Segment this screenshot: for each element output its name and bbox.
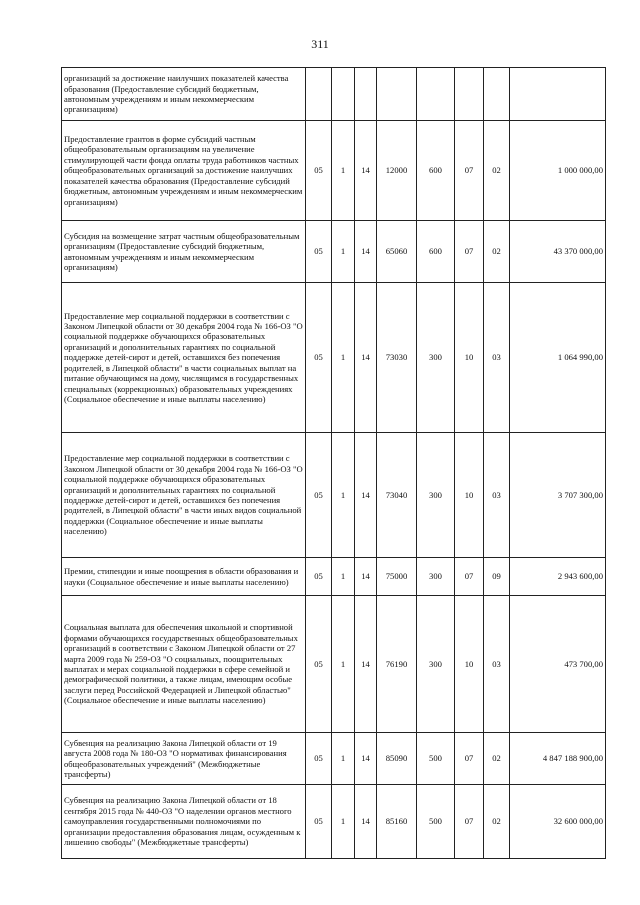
code-subprogram: 1: [332, 283, 355, 433]
code-direction: 75000: [377, 558, 417, 596]
row-description: Субсидия на возмещение затрат частным общеобразовательным организациям (Предоставление субсидий бюджетным, автономным учреждениям и иным некоммерческим организациям): [62, 221, 306, 283]
code-activity: 14: [355, 283, 377, 433]
code-subsection: 03: [484, 283, 510, 433]
code-subprogram: 1: [332, 221, 355, 283]
code-subsection: 02: [484, 221, 510, 283]
code-program: 05: [306, 283, 332, 433]
amount: 4 847 188 900,00: [510, 733, 606, 785]
code-subprogram: 1: [332, 558, 355, 596]
row-description: Субвенция на реализацию Закона Липецкой области от 18 сентября 2015 года № 440-ОЗ "О наделении органов местного самоуправления государственными полномочиями по организации предоставления образования лицам, осужденным к лишению свободы" (Межбюджетные трансферты): [62, 785, 306, 859]
code-section: [455, 68, 484, 121]
code-subsection: 02: [484, 733, 510, 785]
code-activity: [355, 68, 377, 121]
page-number: 311: [311, 37, 329, 51]
row-description: Социальная выплата для обеспечения школьной и спортивной формами обучающихся государственных общеобразовательных организаций в соответствии с Законом Липецкой области от 27 марта 2009 года № 259-ОЗ "О социальных, поощрительных выплатах и мерах социальной поддержки в сфере семейной и демографической политики, а также лицам, имеющим особые заслуги перед Российской Федерацией и Липецкой областью" (Социальное обеспечение и иные выплаты населению): [62, 596, 306, 733]
row-description: Предоставление мер социальной поддержки в соответствии с Законом Липецкой области от 30 декабря 2004 года № 166-ОЗ "О социальной поддержке обучающихся образовательных организаций и дополнительных гарантиях по социальной поддержке детей-сирот и детей, оставшихся без попечения родителей, в Липецкой области" в части социальных выплат на питание обучающимся на дому, числящимся в государственных специальных (коррекционных) образовательных учреждениях (Социальное обеспечение и иные выплаты населению): [62, 283, 306, 433]
budget-table: [61, 67, 606, 859]
code-section: 07: [455, 785, 484, 859]
code-subsection: 02: [484, 121, 510, 221]
code-program: 05: [306, 558, 332, 596]
row-description: Субвенция на реализацию Закона Липецкой области от 19 августа 2008 года № 180-ОЗ "О нормативах финансирования общеобразовательных учреждений" (Межбюджетные трансферты): [62, 733, 306, 785]
code-direction: 73030: [377, 283, 417, 433]
row-description: организаций за достижение наилучших показателей качества образования (Предоставление субсидий бюджетным, автономным учреждениям и иным некоммерческим организациям): [62, 68, 306, 121]
code-subprogram: [332, 68, 355, 121]
code-direction: 12000: [377, 121, 417, 221]
code-expense-type: 300: [417, 283, 455, 433]
code-program: 05: [306, 433, 332, 558]
code-section: 10: [455, 283, 484, 433]
table-row: [62, 558, 606, 596]
code-program: 05: [306, 596, 332, 733]
row-description: Предоставление грантов в форме субсидий частным общеобразовательным организациям на увеличение стимулирующей части фонда оплаты труда работников частных общеобразовательных организаций за достижение наилучших показателей качества образования (Предоставление субсидий бюджетным, автономным учреждениям и иным некоммерческим организациям): [62, 121, 306, 221]
code-subsection: 03: [484, 596, 510, 733]
code-program: [306, 68, 332, 121]
row-description: Предоставление мер социальной поддержки в соответствии с Законом Липецкой области от 30 декабря 2004 года № 166-ОЗ "О социальной поддержке обучающихся образовательных организаций и дополнительных гарантиях по социальной поддержке детей-сирот и детей, оставшихся без попечения родителей, в Липецкой области" в части иных видов социальной поддержки (Социальное обеспечение и иные выплаты населению): [62, 433, 306, 558]
code-activity: 14: [355, 785, 377, 859]
amount: 473 700,00: [510, 596, 606, 733]
code-section: 07: [455, 121, 484, 221]
amount: 1 000 000,00: [510, 121, 606, 221]
amount: [510, 68, 606, 121]
code-subprogram: 1: [332, 785, 355, 859]
code-direction: [377, 68, 417, 121]
code-section: 07: [455, 733, 484, 785]
code-expense-type: 600: [417, 221, 455, 283]
code-section: 07: [455, 221, 484, 283]
code-activity: 14: [355, 121, 377, 221]
code-subsection: 02: [484, 785, 510, 859]
code-subprogram: 1: [332, 121, 355, 221]
code-direction: 73040: [377, 433, 417, 558]
code-direction: 76190: [377, 596, 417, 733]
table-row: [62, 121, 606, 221]
code-program: 05: [306, 733, 332, 785]
code-section: 10: [455, 433, 484, 558]
table-row: [62, 221, 606, 283]
code-subsection: [484, 68, 510, 121]
code-section: 07: [455, 558, 484, 596]
code-program: 05: [306, 221, 332, 283]
code-activity: 14: [355, 733, 377, 785]
code-expense-type: 600: [417, 121, 455, 221]
code-expense-type: 500: [417, 785, 455, 859]
table-row: [62, 68, 606, 121]
code-direction: 65060: [377, 221, 417, 283]
code-subsection: 09: [484, 558, 510, 596]
code-expense-type: [417, 68, 455, 121]
code-program: 05: [306, 121, 332, 221]
amount: 2 943 600,00: [510, 558, 606, 596]
code-subprogram: 1: [332, 733, 355, 785]
amount: 43 370 000,00: [510, 221, 606, 283]
amount: 1 064 990,00: [510, 283, 606, 433]
code-program: 05: [306, 785, 332, 859]
code-section: 10: [455, 596, 484, 733]
code-expense-type: 300: [417, 558, 455, 596]
table-row: [62, 733, 606, 785]
code-expense-type: 300: [417, 433, 455, 558]
code-subprogram: 1: [332, 433, 355, 558]
code-subprogram: 1: [332, 596, 355, 733]
code-direction: 85090: [377, 733, 417, 785]
row-description: Премии, стипендии и иные поощрения в области образования и науки (Социальное обеспечение и иные выплаты населению): [62, 558, 306, 596]
table-row: [62, 785, 606, 859]
code-activity: 14: [355, 596, 377, 733]
code-direction: 85160: [377, 785, 417, 859]
amount: 32 600 000,00: [510, 785, 606, 859]
code-activity: 14: [355, 221, 377, 283]
code-expense-type: 300: [417, 596, 455, 733]
code-subsection: 03: [484, 433, 510, 558]
amount: 3 707 300,00: [510, 433, 606, 558]
code-activity: 14: [355, 433, 377, 558]
table-row: [62, 283, 606, 433]
table-row: [62, 596, 606, 733]
code-expense-type: 500: [417, 733, 455, 785]
table-row: [62, 433, 606, 558]
code-activity: 14: [355, 558, 377, 596]
